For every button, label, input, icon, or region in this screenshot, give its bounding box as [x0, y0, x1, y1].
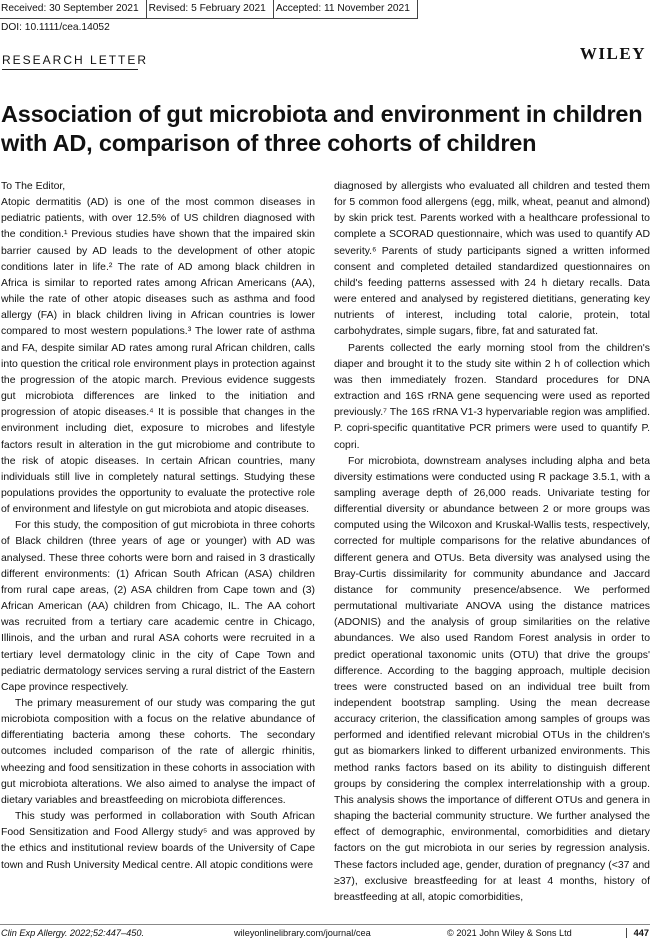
- copyright: © 2021 John Wiley & Sons Ltd: [447, 928, 572, 938]
- journal-citation: Clin Exp Allergy. 2022;52:447–450.: [1, 928, 145, 938]
- page-number: 447: [626, 928, 649, 938]
- publisher-logo: WILEY: [579, 44, 646, 63]
- page-footer: [1, 928, 649, 940]
- journal-website[interactable]: wileyonlinelibrary.com/journal/cea: [234, 928, 371, 938]
- article-title: Association of gut microbiota and environment in children with AD, comparison of three cohorts of children: [1, 101, 643, 156]
- accepted-date: Accepted: 11 November 2021: [274, 0, 418, 18]
- revised-date: Revised: 5 February 2021: [147, 0, 274, 18]
- section-rule: [2, 69, 138, 70]
- paragraph: The primary measurement of our study was comparing the gut microbiota composition with a focus on the relative abundance of differentiating bacteria among these cohorts. The secondary outcomes included comparison of the rate of allergic rhinitis, wheezing and food sensitization in these cohorts in association with gut microbiota alterations. We also aimed to analyse the impact of dietary variables and breastfeeding on microbiota differences.: [1, 698, 315, 806]
- left-column: [1, 179, 315, 874]
- footer-rule: [0, 924, 650, 925]
- paragraph: Atopic dermatitis (AD) is one of the most common diseases in pediatric patients, with over 12.5% of US children diagnosed with the condition.¹ Previous studies have shown that the impaired skin barrier caused by AD leads to the development of other atopic conditions later in life.² The rate of AD among black children in Africa is similar to reported rates among African Americans (AA), while the rate of other atopic diseases such as asthma and food allergy (FA) in black children living in African countries is lower compared to most western populations.³ The lower rate of asthma and FA, despite similar AD rates among rural African children, calls into question the critical role environment plays in protection against the progression of the atopic march. Previous evidence suggests gut microbiota differences are linked to the initiation and progression of atopic diseases.⁴ It is possible that changes in the environment including diet, exposure to microbes and lifestyle factors result in alteration in the gut microbiome and contribute to the risk of atopic diseases. In certain African countries, many individuals still live in completely natural settings. Studying these populations provides the opportunity to evaluate the protective role of environment and lifestyle on gut microbiota and atopic diseases.: [1, 197, 315, 516]
- paragraph: This study was performed in collaboration with South African Food Sensitization and Food Allergy study⁵ and was approved by the ethics and institutional review boards of the University of Cape town and Rush University Medical centre. All atopic conditions were: [1, 811, 315, 871]
- article-dates: [0, 0, 418, 19]
- right-column: [334, 179, 650, 906]
- salutation: To The Editor,: [1, 181, 66, 192]
- doi[interactable]: DOI: 10.1111/cea.14052: [1, 22, 110, 33]
- paragraph: For microbiota, downstream analyses including alpha and beta diversity estimations were conducted using R package 3.5.1, with a sampling average depth of 26,000 reads. Univariate testing for differential diversity or abundance between 2 or more groups was computed using the Wilcoxon and Kruskal-Wallis tests, respectively, corrected for multiple comparisons for the relative abundances of different genera and OTUs. Beta diversity was analysed using the Bray-Curtis dissimilarity for community abundance and Jaccard distance for community presence/absence. We performed permutational multivariate ANOVA using the distance matrices (ADONIS) and the analysis of group similarities on the relative abundances. We also used Random Forest analysis in order to predict operational taxonomic units (OTU) that drive the groups' difference. According to the bagging approach, multiple decision trees were constructed based on an individual tree built from independent bootstrap sampling. Using the mean decrease accuracy criterion, the classification among samples of groups was performed and identified relevant microbial OTUs in the children's gut as biomarkers linked to different urbanized environments. This method ranks factors based on its ability to distinguish different groups by considering the complex interrelationship with a group. This analysis shows the importance of different OTUs and genera in shaping the bacterial community structure. We further analysed the effect of demographic, environmental, comorbidities and dietary factors on the gut microbiota in our series by regression analysis. These factors included age, gender, duration of pregnancy (<37 and ≥37), exclusive breastfeeding for at least 4 months, history of breastfeeding at all, atopic comorbidities,: [334, 455, 650, 903]
- paragraph: diagnosed by allergists who evaluated all children and tested them for 5 common food allergens (egg, milk, wheat, peanut and almond) by skin prick test. Parents worked with a healthcare professional to complete a SCORAD questionnaire, which was used to quantify AD severity.⁶ Parents of study participants signed a written informed consent and completed detailed standardized questionnaires on child's feeding patterns assessed with 24 h dietary recalls. Data were entered and analysed by registered dietitians, generating key nutrients of interest, including total calorie, protein, total carbohydrates, simple sugars, fibre, fat and saturated fat.: [334, 181, 650, 338]
- section-label: RESEARCH LETTER: [2, 53, 149, 67]
- paragraph: Parents collected the early morning stool from the children's diaper and brought it to the study site within 2 h of collection which was then immediately frozen. Standard procedures for DNA extraction and 16S rRNA gene sequencing were used as reported previously.⁷ The 16S rRNA V1-3 hypervariable region was amplified. P. copri-specific quantitative PCR primers were used to quantify P. copri.: [334, 342, 650, 451]
- received-date: Received: 30 September 2021: [0, 0, 147, 18]
- paragraph: For this study, the composition of gut microbiota in three cohorts of Black children (three years of age or younger) with AD was analysed. These three cohorts were born and raised in 3 drastically different environments: (1) African South African (ASA) children from rural cape areas, (2) ASA children from Cape town and (3) African American (AA) children from Chicago, IL. The AA cohort was recruited from a tertiary care academic centre in Chicago, Illinois, and the urban and rural ASA cohorts were recruited in a tertiary level dermatology clinic in the city of Cape Town and pediatric dermatology services serving a rural district of the Eastern Cape province respectively.: [1, 520, 315, 693]
